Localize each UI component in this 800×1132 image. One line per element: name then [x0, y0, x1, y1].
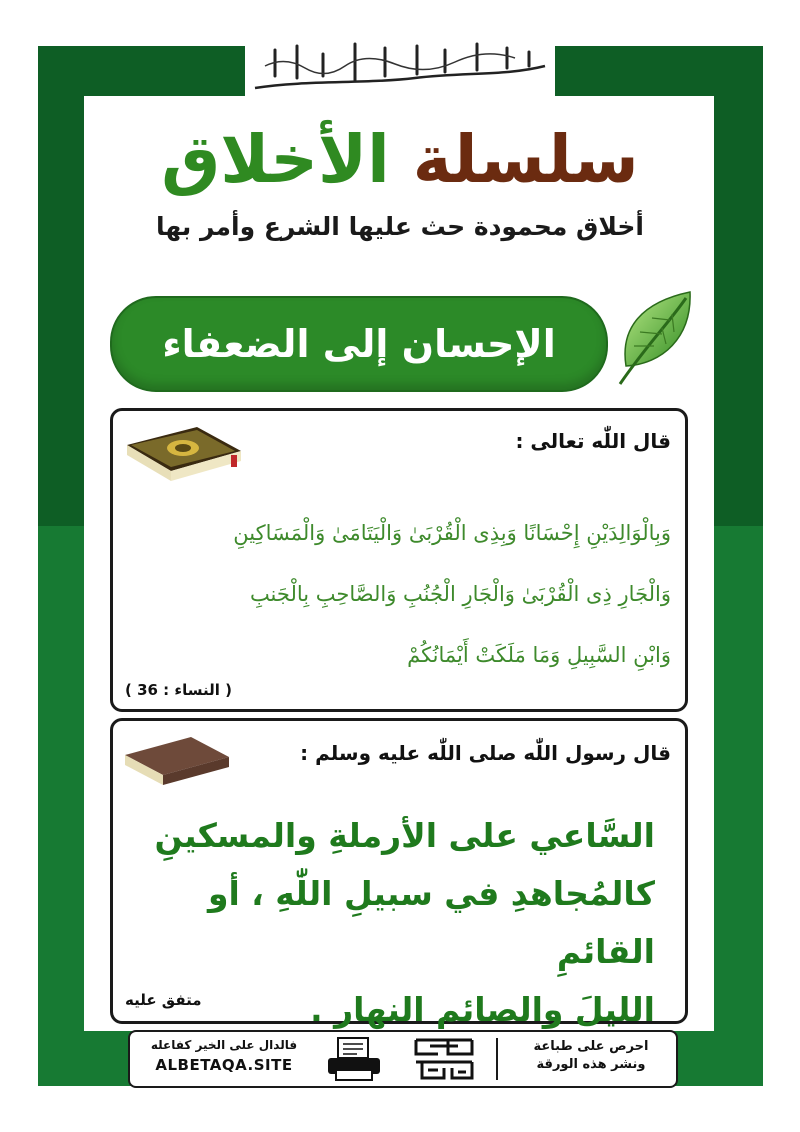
series-title — [100, 118, 700, 202]
footer-print-note — [516, 1038, 666, 1074]
footer-divider — [496, 1038, 498, 1080]
footer-slogan: فالدال على الخير كفاعله — [150, 1038, 298, 1052]
hadith-line: السَّاعي على الأرملةِ والمسكينِ — [154, 816, 655, 855]
series-subtitle: أخلاق محمودة حث عليها الشرع وأمر بها — [156, 212, 644, 241]
leaf-icon — [612, 288, 698, 388]
basmala-calligraphy — [245, 36, 555, 98]
series-title-word-silsila: سلسلة — [412, 121, 639, 198]
print-note-line: ونشر هذه الورقة — [536, 1057, 646, 1072]
quran-verse-card — [110, 408, 688, 712]
verse-line: وَالْجَارِ ذِى الْقُرْبَىٰ وَالْجَارِ الْجُنُبِ وَالصَّاحِبِ بِالْجَنبِ — [249, 582, 671, 606]
hadith-line: الليلَ والصائمِ النهارِ . — [310, 990, 655, 1029]
hadith-book-icon — [121, 729, 233, 789]
footer-site-link[interactable]: ALBETAQA.SITE — [155, 1056, 293, 1074]
print-note-line: احرص على طباعة — [533, 1039, 649, 1054]
dawa-logo-icon — [408, 1034, 480, 1084]
printer-icon — [324, 1036, 384, 1082]
topic-title: الإحسان إلى الضعفاء — [162, 322, 556, 366]
verse-reference: ( النساء : 36 ) — [125, 681, 232, 699]
topic-banner — [110, 296, 608, 392]
quran-book-icon — [123, 421, 245, 483]
series-title-word-akhlaq: الأخلاق — [161, 121, 390, 198]
verse-line: وَبِالْوَالِدَيْنِ إِحْسَانًا وَبِذِى الْقُرْبَىٰ وَالْيَتَامَىٰ وَالْمَسَاكِينِ — [233, 521, 671, 545]
hadith-card — [110, 718, 688, 1029]
footer-site-block — [136, 1038, 312, 1074]
footer-bar — [128, 1030, 678, 1088]
hadith-line: كالمُجاهدِ في سبيلِ اللّٰهِ ، أو القائمِ — [207, 874, 655, 971]
verse-line: وَابْنِ السَّبِيلِ وَمَا مَلَكَتْ أَيْمَانُكُمْ — [407, 643, 671, 667]
quran-verse — [126, 503, 671, 686]
hadith-intro: قال رسول اللّٰه صلى اللّٰه عليه وسلم : — [300, 741, 671, 765]
hadith-text — [135, 807, 655, 1039]
quran-intro: قال اللّٰه تعالى : — [515, 429, 671, 453]
hadith-source: متفق عليه — [125, 991, 202, 1009]
